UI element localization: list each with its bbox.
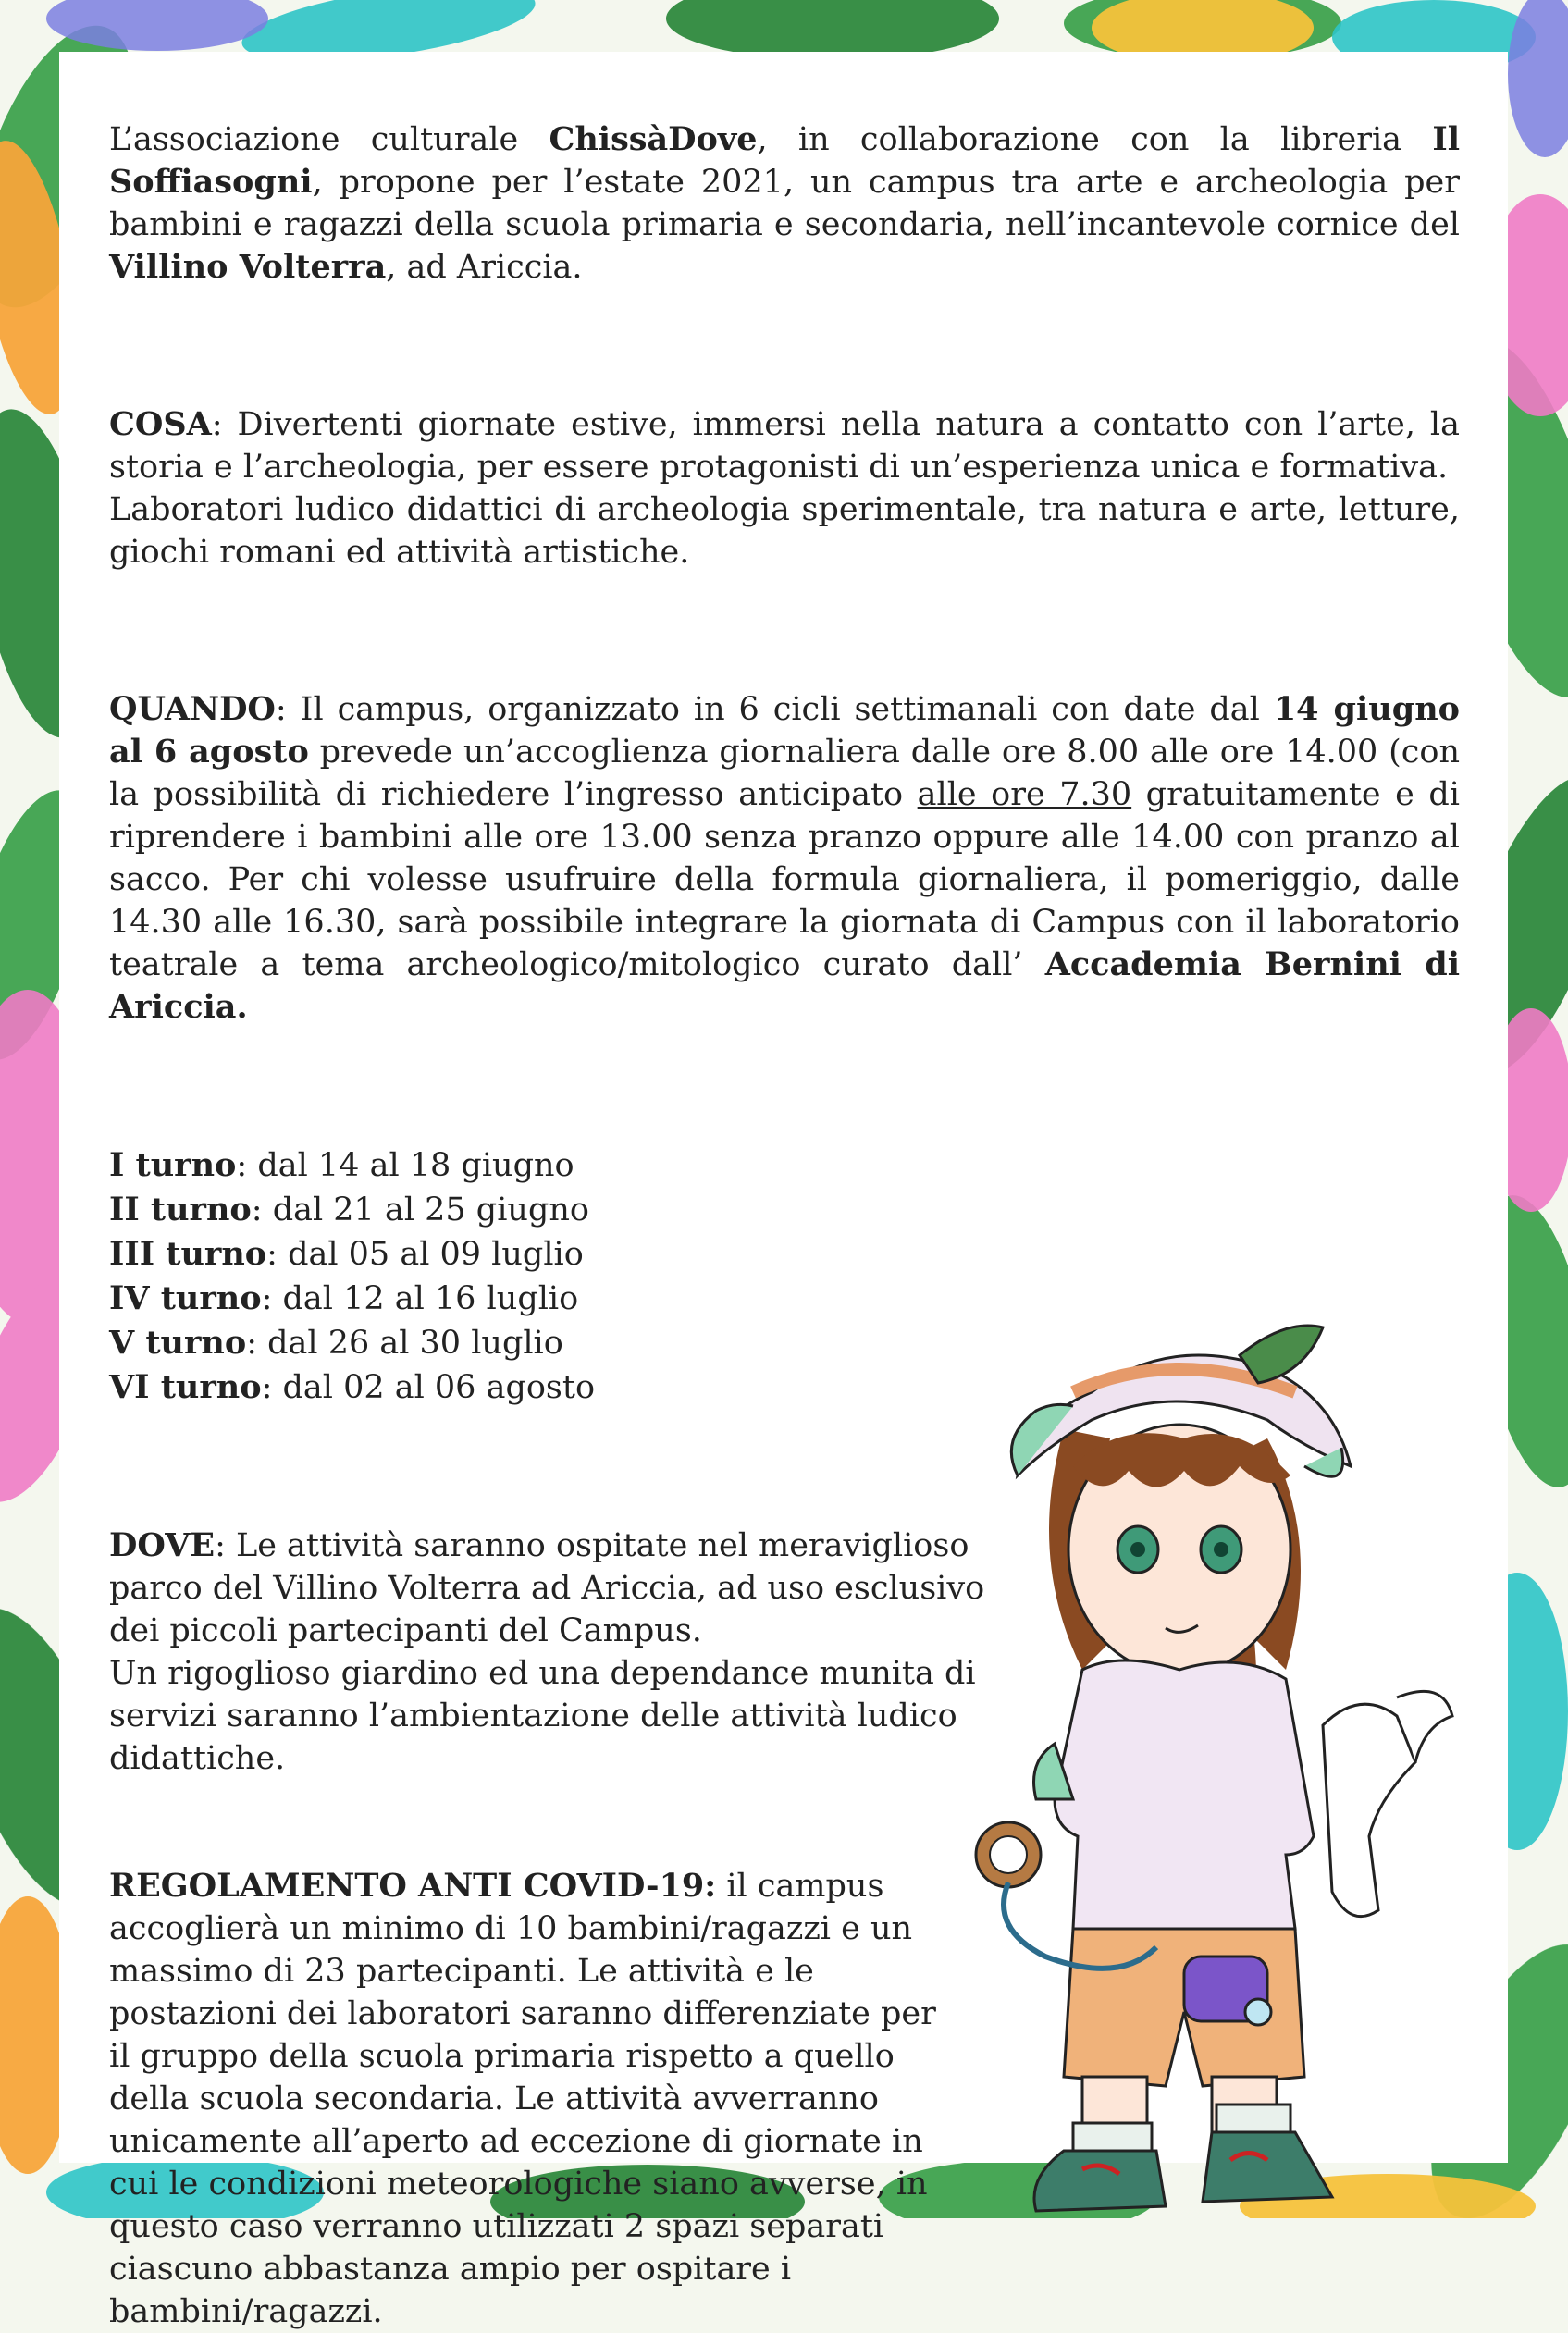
cosa-heading: COSA (109, 405, 212, 443)
regolamento-heading: REGOLAMENTO ANTI COVID-19: (109, 1867, 717, 1905)
turno-item (109, 1188, 1460, 1232)
quando-text: gratuitamente e di riprendere i bambini alle ore 13.00 senza pranzo oppure alle 14.00 con pranzo al sacco. Per chi volesse usufruire della formula giornaliera, il pomeriggio, dalle 14.30 alle 16.30, sarà possibile integrare la giornata di Campus con il laboratorio teatrale a tema archeologico/mitologico curato dall’ (109, 776, 1460, 983)
early-entry-time: alle ore 7.30 (917, 776, 1132, 813)
academy-name: Accademia Bernini di Ariccia. (109, 945, 1460, 1026)
turno-dates: : dal 26 al 30 luglio (246, 1325, 563, 1362)
turno-label: VI turno (109, 1368, 262, 1406)
cosa-paragraph-2 (109, 488, 1460, 574)
campus-dates: 14 giugno al 6 agosto (109, 690, 1460, 771)
turno-label: II turno (109, 1191, 252, 1228)
cosa-paragraph (109, 403, 1460, 488)
quando-paragraph (109, 688, 1460, 1029)
turno-dates: : dal 05 al 09 luglio (266, 1236, 584, 1273)
cosa-text-2: Laboratori ludico didattici di archeologia sperimentale, tra natura e arte, letture, giochi romani ed attività artistiche. (109, 491, 1460, 571)
organization-name: ChissàDove (549, 120, 758, 158)
turno-label: IV turno (109, 1279, 262, 1317)
quando-text: : Il campus, organizzato in 6 cicli settimanali con date dal (275, 691, 1274, 728)
regolamento-text: il campus accoglierà un minimo di 10 bambini/ragazzi e un massimo di 23 partecipanti. Le attività e le postazioni dei laboratori saranno differenziate per il gruppo della scuola primaria rispetto a quello della scuola secondaria. Le attività avverranno unicamente all’aperto ad eccezione di giornate in cui le condizioni meteorologiche siano avverse, in questo caso verranno utilizzati 2 spazi separati ciascuno abbastanza ampio per ospitare i bambini/ragazzi. (109, 1868, 936, 2330)
quando-text: prevede un’accoglienza giornaliera dalle ore 8.00 alle ore 14.00 (con la possibilità di richiedere l’ingresso anticipato (109, 734, 1460, 813)
turno-label: III turno (109, 1235, 267, 1273)
intro-paragraph (109, 118, 1460, 289)
turno-dates: : dal 14 al 18 giugno (236, 1147, 574, 1184)
dove-paragraph (109, 1524, 997, 1652)
bookshop-name: Il Soffiasogni (109, 120, 1460, 201)
turno-dates: : dal 12 al 16 luglio (261, 1280, 579, 1317)
regolamento-section (109, 1865, 942, 2333)
dove-heading: DOVE (109, 1526, 216, 1564)
quando-heading: QUANDO (109, 690, 276, 728)
turno-item (109, 1232, 1460, 1277)
intro-text: L’associazione culturale (109, 121, 549, 158)
cosa-text: : Divertenti giornate estive, immersi nella natura a contatto con l’arte, la storia e l’archeologia, per essere protagonisti di un’esperienza unica e formativa. (109, 406, 1460, 486)
explorer-girl-illustration (934, 1281, 1462, 2218)
intro-text: , ad Ariccia. (386, 249, 583, 286)
turno-label: I turno (109, 1146, 237, 1184)
venue-name: Villino Volterra (109, 248, 387, 286)
turno-item (109, 1143, 1460, 1188)
dove-text-2: Un rigoglioso giardino ed una dependance munita di servizi saranno l’ambientazione delle attività ludico didattiche. (109, 1655, 976, 1777)
intro-text: , propone per l’estate 2021, un campus tra arte e archeologia per bambini e ragazzi della scuola primaria e secondaria, nell’incantevole cornice del (109, 164, 1460, 243)
turno-dates: : dal 21 al 25 giugno (251, 1191, 589, 1228)
turno-label: V turno (109, 1324, 247, 1362)
dove-section (109, 1524, 997, 1780)
intro-text: , in collaborazione con la libreria (757, 121, 1433, 158)
turno-dates: : dal 02 al 06 agosto (261, 1369, 596, 1406)
dove-paragraph-2 (109, 1652, 997, 1780)
regolamento-paragraph (109, 1865, 942, 2333)
dove-text: : Le attività saranno ospitate nel meraviglioso parco del Villino Volterra ad Ariccia, ad uso esclusivo dei piccoli partecipanti del Campus. (109, 1527, 985, 1649)
